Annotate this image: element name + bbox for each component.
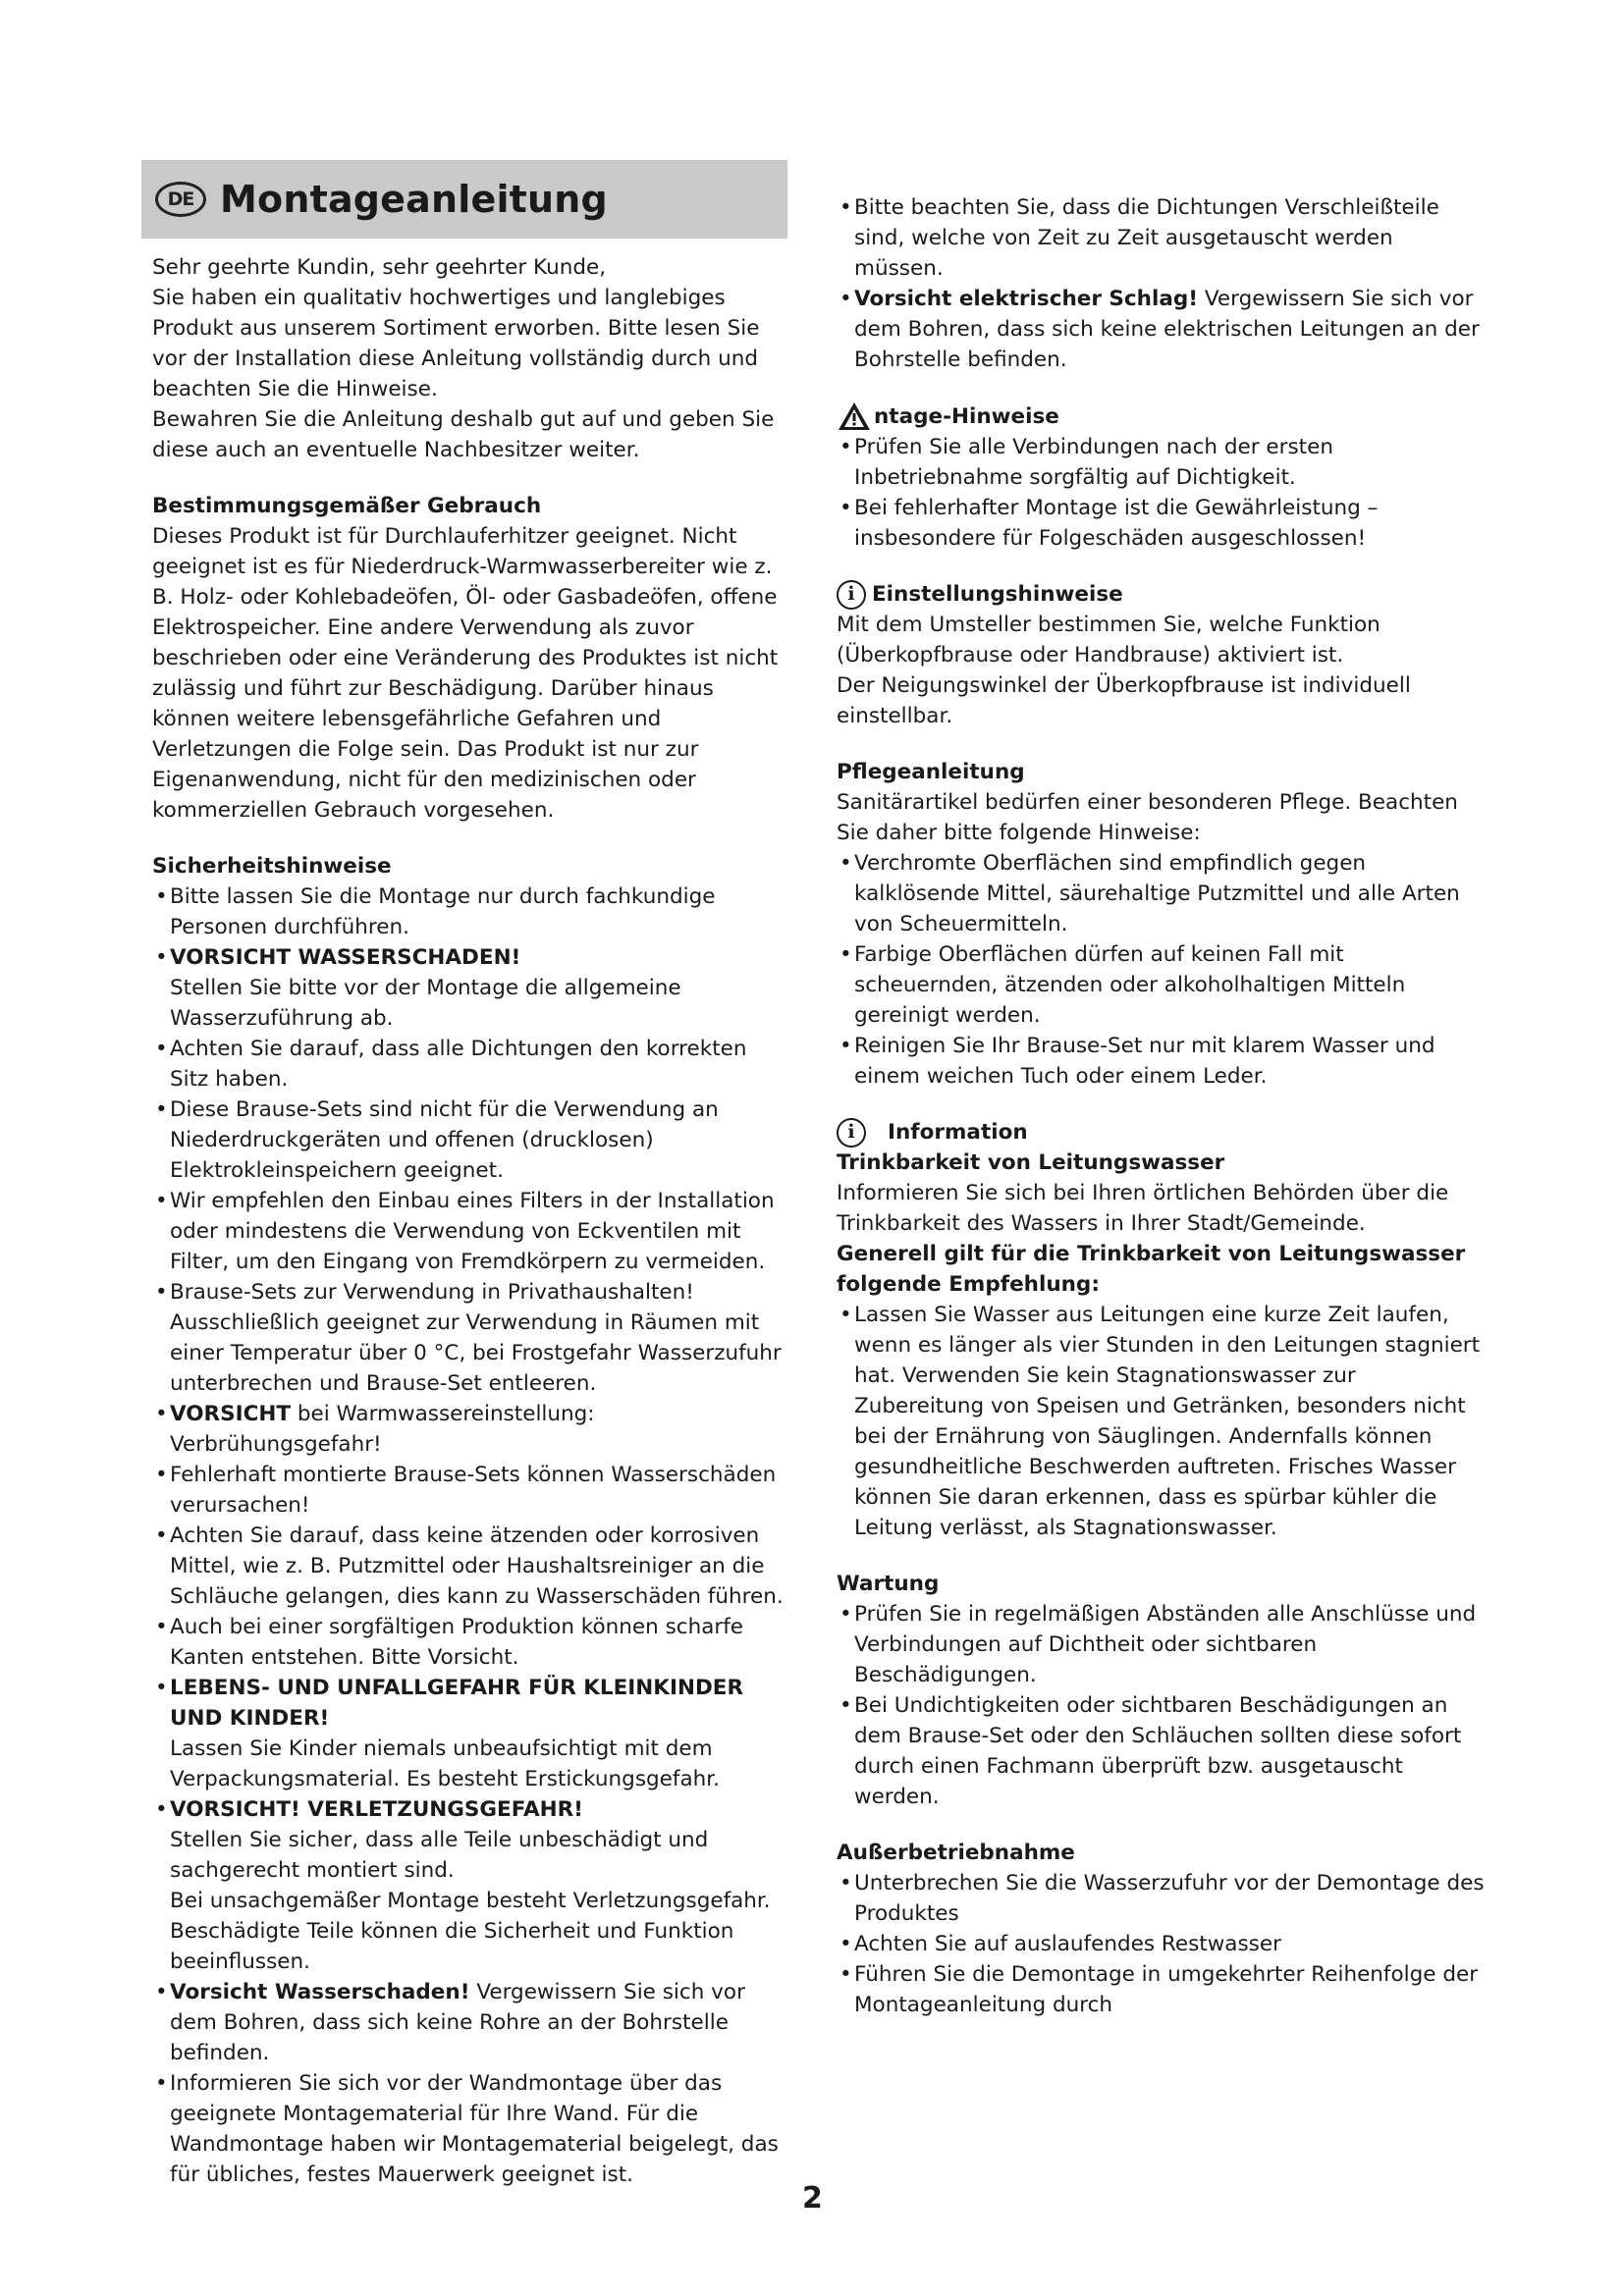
mounting-heading: ntage-Hinweise (874, 403, 1059, 429)
settings-text: Der Neigungswinkel der Überkopfbrause ist individuell einstellbar. (837, 673, 1411, 728)
decommission-heading: Außerbetriebnahme (837, 1841, 1075, 1865)
care-item: • Reinigen Sie Ihr Brause-Set nur mit klarem Wasser und einem weichen Tuch oder einem Leder. (837, 1031, 1485, 1092)
care-list (837, 848, 1485, 1092)
safety-warning-label: Vorsicht elektrischer Schlag! (854, 287, 1199, 311)
safety-warning-label: Vorsicht Wasserschaden! (170, 1980, 470, 2004)
safety-item (837, 284, 1485, 375)
safety-item-text: Stellen Sie bitte vor der Montage die allgemeine Wasserzuführung ab. (170, 976, 681, 1031)
decommission-item: • Unterbrechen Sie die Wasserzufuhr vor der Demontage des Produktes (837, 1868, 1485, 1929)
info-heading-row (837, 1117, 1485, 1148)
info-icon: i (837, 580, 866, 610)
safety-item: • Achten Sie darauf, dass keine ätzenden oder korrosiven Mittel, wie z. B. Putzmittel oder Haushaltsreiniger an die Schläuche gelangen, dies kann zu Wasserschäden führen. (152, 1521, 790, 1612)
maintenance-heading: Wartung (837, 1572, 940, 1596)
safety-item (152, 942, 790, 1034)
info-subheading: Trinkbarkeit von Leitungswasser (837, 1150, 1225, 1175)
intro-paragraph-keep: Bewahren Sie die Anleitung deshalb gut auf und geben Sie diese auch an eventuelle Nachbesitzer weiter. (152, 407, 775, 462)
safety-list (152, 881, 790, 2190)
maintenance-item: • Bei Undichtigkeiten oder sichtbaren Beschädigungen an dem Brause-Set oder den Schläuchen sollten diese sofort durch einen Fachmann überprüft bzw. ausgetauscht werden. (837, 1690, 1485, 1812)
mounting-item: • Prüfen Sie alle Verbindungen nach der ersten Inbetriebnahme sorgfältig auf Dichtigkeit. (837, 432, 1485, 493)
safety-warning-label: VORSICHT (170, 1402, 292, 1426)
mounting-item: • Bei fehlerhafter Montage ist die Gewährleistung – insbesondere für Folgeschäden ausgeschlossen! (837, 493, 1485, 554)
care-item: • Verchromte Oberflächen sind empfindlich gegen kalklösende Mittel, säurehaltige Putzmittel und alle Arten von Scheuermitteln. (837, 848, 1485, 939)
safety-item: • Brause-Sets zur Verwendung in Privathaushalten! Ausschließlich geeignet zur Verwendung in Räumen mit einer Temperatur über 0 °C, bei Frostgefahr Wasserzufuhr unterbrechen und Brause-Set entleeren. (152, 1277, 790, 1399)
safety-warning-label: LEBENS- UND UNFALLGEFAHR FÜR KLEINKINDER UND KINDER! (170, 1676, 744, 1731)
decommission-item: • Achten Sie auf auslaufendes Restwasser (837, 1929, 1485, 1959)
safety-item (152, 1794, 790, 1977)
info-icon: i (837, 1118, 866, 1148)
safety-item-text: Lassen Sie Kinder niemals unbeaufsichtigt mit dem Verpackungsmaterial. Es besteht Erstickungsgefahr. (170, 1736, 720, 1791)
info-item: • Lassen Sie Wasser aus Leitungen eine kurze Zeit laufen, wenn es länger als vier Stunden in den Leitungen stagniert hat. Verwenden Sie kein Stagnationswasser zur Zubereitung von Speisen und Getränken, besonders nicht bei der Ernährung von Säuglingen. Andernfalls können gesundheitliche Beschwerden auftreten. Frisches Wasser können Sie daran erkennen, dass es spürbar kühler die Leitung verlässt, als Stagnationswasser. (837, 1300, 1485, 1543)
safety-item-text: bei Warmwassereinstellung: Verbrühungsgefahr! (170, 1402, 595, 1457)
care-text: Sanitärartikel bedürfen einer besonderen Pflege. Beachten Sie daher bitte folgende Hinweise: (837, 790, 1458, 845)
settings-text: Mit dem Umsteller bestimmen Sie, welche Funktion (Überkopfbrause oder Handbrause) aktiviert ist. (837, 613, 1380, 667)
intro-greeting: Sehr geehrte Kundin, sehr geehrter Kunde, (152, 255, 607, 280)
info-list (837, 1300, 1485, 1543)
care-heading: Pflegeanleitung (837, 760, 1025, 784)
safety-item-text: Vergewissern Sie sich vor dem Bohren, dass sich keine elektrischen Leitungen an der Bohrstelle befinden. (854, 287, 1480, 372)
right-column (837, 192, 1485, 2020)
safety-warning-label: VORSICHT! VERLETZUNGSGEFAHR! (170, 1797, 583, 1822)
intro-paragraph: Sie haben ein qualitativ hochwertiges und langlebiges Produkt aus unserem Sortiment erworben. Bitte lesen Sie vor der Installation diese Anleitung vollständig durch und beachten Sie die Hinweise. (152, 286, 760, 401)
mounting-heading-row (837, 400, 1485, 432)
safety-warning-label: VORSICHT WASSERSCHADEN! (170, 945, 521, 970)
safety-item-text: Vergewissern Sie sich vor dem Bohren, dass sich keine Rohre an der Bohrstelle befinden. (170, 1980, 745, 2065)
maintenance-list (837, 1599, 1485, 1812)
settings-heading-row (837, 579, 1485, 610)
safety-item (152, 1399, 790, 1460)
title-banner (141, 160, 787, 239)
info-heading: Information (888, 1120, 1028, 1145)
usage-text: Dieses Produkt ist für Durchlauferhitzer geeignet. Nicht geeignet ist es für Niederdruck-Warmwasserbereiter wie z. B. Holz- oder Kohlebadeöfen, Öl- oder Gasbadeöfen, offene Elektrospeicher. Eine andere Verwendung als zuvor beschrieben oder eine Veränderung des Produktes ist nicht zulässig und führt zur Beschädigung. Darüber hinaus können weitere lebensgefährliche Gefahren und Verletzungen die Folge sein. Das Produkt ist nur zur Eigenanwendung, nicht für den medizinischen oder kommerziellen Gebrauch vorgesehen. (152, 524, 779, 823)
safety-item (152, 1977, 790, 2068)
safety-item (152, 1673, 790, 1794)
safety-item: • Auch bei einer sorgfältigen Produktion können scharfe Kanten entstehen. Bitte Vorsicht. (152, 1612, 790, 1673)
safety-item: • Fehlerhaft montierte Brause-Sets können Wasserschäden verursachen! (152, 1460, 790, 1521)
decommission-item: • Führen Sie die Demontage in umgekehrter Reihenfolge der Montageanleitung durch (837, 1959, 1485, 2020)
safety-item: • Informieren Sie sich vor der Wandmontage über das geeignete Montagematerial für Ihre Wand. Für die Wandmontage haben wir Montagematerial beigelegt, das für übliches, festes Mauerwerk geeignet ist. (152, 2068, 790, 2190)
safety-item-text: Bei unsachgemäßer Montage besteht Verletzungsgefahr. Beschädigte Teile können die Sicherheit und Funktion beeinflussen. (170, 1889, 771, 1974)
page-title: Montageanleitung (220, 178, 608, 221)
info-text: Informieren Sie sich bei Ihren örtlichen Behörden über die Trinkbarkeit des Wassers in Ihrer Stadt/Gemeinde. (837, 1181, 1449, 1236)
language-badge-de: DE (155, 182, 206, 217)
safety-heading: Sicherheitshinweise (152, 854, 392, 879)
info-recommendation: Generell gilt für die Trinkbarkeit von Leitungswasser folgende Empfehlung: (837, 1242, 1466, 1297)
page-number: 2 (802, 2181, 823, 2216)
settings-heading: Einstellungshinweise (872, 582, 1123, 607)
left-column (152, 252, 790, 2190)
usage-heading: Bestimmungsgemäßer Gebrauch (152, 494, 542, 518)
maintenance-item: • Prüfen Sie in regelmäßigen Abständen alle Anschlüsse und Verbindungen auf Dichtheit oder sichtbaren Beschädigungen. (837, 1599, 1485, 1690)
safety-item-text: Stellen Sie sicher, dass alle Teile unbeschädigt und sachgerecht montiert sind. (170, 1828, 709, 1883)
safety-item: • Wir empfehlen den Einbau eines Filters in der Installation oder mindestens die Verwendung von Eckventilen mit Filter, um den Eingang von Fremdkörpern zu vermeiden. (152, 1186, 790, 1277)
safety-item: • Bitte beachten Sie, dass die Dichtungen Verschleißteile sind, welche von Zeit zu Zeit ausgetauscht werden müssen. (837, 192, 1485, 284)
safety-item: • Achten Sie darauf, dass alle Dichtungen den korrekten Sitz haben. (152, 1034, 790, 1095)
warning-triangle-icon (837, 400, 872, 432)
safety-list-continued (837, 192, 1485, 375)
safety-item: • Diese Brause-Sets sind nicht für die Verwendung an Niederdruckgeräten und offenen (drucklosen) Elektrokleinspeichern geeignet. (152, 1095, 790, 1186)
safety-item: • Bitte lassen Sie die Montage nur durch fachkundige Personen durchführen. (152, 881, 790, 942)
decommission-list (837, 1868, 1485, 2020)
care-item: • Farbige Oberflächen dürfen auf keinen Fall mit scheuernden, ätzenden oder alkoholhaltigen Mitteln gereinigt werden. (837, 939, 1485, 1031)
mounting-list (837, 432, 1485, 554)
